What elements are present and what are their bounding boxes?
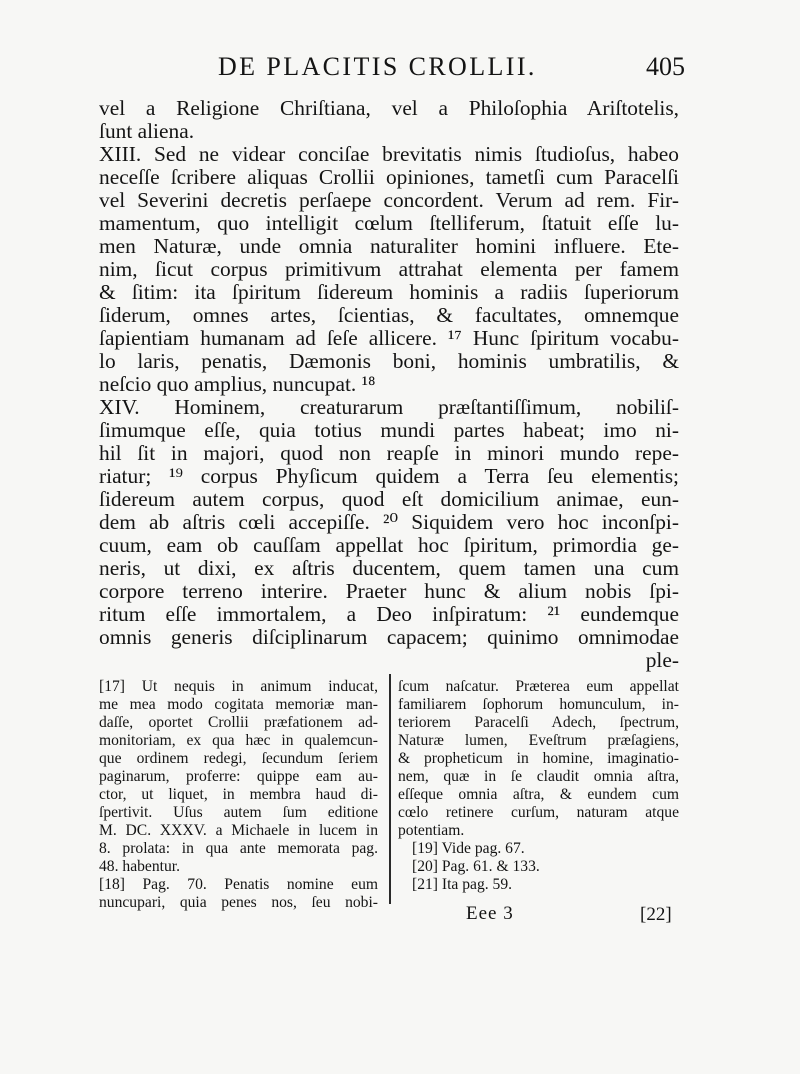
catch-line: ple- <box>645 648 679 672</box>
text-line: ſimumque eſſe, quia totius mundi partes habeat; imo ni- <box>99 418 679 442</box>
footnote-line: ctor, ut liquet, in membra haud di- <box>99 786 378 803</box>
signature-mark: Eee 3 <box>466 903 514 924</box>
footnote-line: [17] Ut nequis in animum inducat, <box>99 678 378 695</box>
text-line: neceſſe ſcribere aliquas Crollii opiniones, tametſi cum Paracelſi <box>99 165 679 189</box>
text-line: XIV. Hominem, creaturarum præſtantiſſimum, nobiliſ- <box>99 395 679 419</box>
footnote-line: M. DC. XXXV. a Michaele in lucem in <box>99 822 378 839</box>
footnote-line: [18] Pag. 70. Penatis nomine eum <box>99 876 378 893</box>
text-line: lo laris, penatis, Dæmonis boni, hominis umbratilis, & <box>99 349 679 373</box>
footnote-line: & propheticum in homine, imaginatio- <box>398 750 679 767</box>
text-line: ſapientiam humanam ad ſeſe allicere. ¹⁷ Hunc ſpiritum vocabu- <box>99 326 679 350</box>
text-line: ritum eſſe immortalem, a Deo inſpiratum: ²¹ eundemque <box>99 602 679 626</box>
text-line: vel Severini decretis perſaepe concordent. Verum ad rem. Fir- <box>99 188 679 212</box>
footnote-line: eſſeque omnia aſtra, & eundem cum <box>398 786 679 803</box>
footnote-line: paginarum, proferre: quippe eam au- <box>99 768 378 785</box>
text-line: dem ab aſtris cœli accepiſſe. ²⁰ Siquidem vero hoc inconſpi- <box>99 510 679 534</box>
footnote-line: monitoriam, ex qua hæc in qualemcun- <box>99 732 378 749</box>
footnote-line: [20] Pag. 61. & 133. <box>412 858 540 875</box>
text-line: nim, ſicut corpus primitivum attrahat elementa per famem <box>99 257 679 281</box>
footnote-line: 8. prolata: in qua ante memorata pag. <box>99 840 378 857</box>
footnote-line: ſcum naſcatur. Præterea eum appellat <box>398 678 679 695</box>
footnote-line: nuncupari, quia penes nos, ſeu nobi- <box>99 894 378 911</box>
footnote-line: teriorem Paracelſi Adech, ſpectrum, <box>398 714 679 731</box>
footnote-line: daſſe, oportet Crollii præfationem ad- <box>99 714 378 731</box>
footnote-line: potentiam. <box>398 822 465 839</box>
text-line: riatur; ¹⁹ corpus Phyſicum quidem a Terra ſeu elementis; <box>99 464 679 488</box>
footnote-line: que ordinem redegi, ſecundum ſeriem <box>99 750 378 767</box>
text-line: hil ſit in majori, quod non reapſe in minori mundo repe- <box>99 441 679 465</box>
text-line: corpore terreno interire. Praeter hunc & alium nobis ſpi- <box>99 579 679 603</box>
text-line: mamentum, quo intelligit cœlum ſtelliferum, ſtatuit eſſe lu- <box>99 211 679 235</box>
footnote-line: Naturæ lumen, Eveſtrum præſagiens, <box>398 732 679 749</box>
text-line: & ſitim: ita ſpiritum ſidereum hominis a radiis ſuperiorum <box>99 280 679 304</box>
footnote-line: 48. habentur. <box>99 858 180 875</box>
text-line: vel a Religione Chriſtiana, vel a Philoſophia Ariſtotelis, <box>99 96 679 120</box>
footnote-line: [21] Ita pag. 59. <box>412 876 513 893</box>
footnote-line: cœlo retinere curſum, naturam atque <box>398 804 679 821</box>
footnote-column-divider <box>389 674 391 904</box>
text-line: XIII. Sed ne videar conciſae brevitatis nimis ſtudioſus, habeo <box>99 142 679 166</box>
text-line: men Naturæ, unde omnia naturaliter homini influere. Ete- <box>99 234 679 258</box>
text-line: neris, ut dixi, ex aſtris ducentem, quem tamen una cum <box>99 556 679 580</box>
text-line: omnis generis diſciplinarum capacem; quinimo omnimodae <box>99 625 679 649</box>
page-number: 405 <box>646 52 685 81</box>
text-line: ſiderum, omnes artes, ſcientias, & facultates, omnemque <box>99 303 679 327</box>
text-line: ſidereum autem corpus, quod eſt domicilium animae, eun- <box>99 487 679 511</box>
footnote-line: [19] Vide pag. 67. <box>412 840 525 857</box>
running-head: DE PLACITIS CROLLII. <box>218 52 537 81</box>
footnote-line: me mea modo cogitata memoriæ man- <box>99 696 378 713</box>
footnote-line: familiarem ſophorum homunculum, in- <box>398 696 679 713</box>
footnote-line: ſpertivit. Uſus autem ſum editione <box>99 804 378 821</box>
text-line: cuum, eam ob cauſſam appellat hoc ſpiritum, primordia ge- <box>99 533 679 557</box>
text-line: neſcio quo amplius, nuncupat. ¹⁸ <box>99 372 376 396</box>
catchword-number: [22] <box>640 904 672 925</box>
text-line: ſunt aliena. <box>99 119 195 143</box>
footnote-line: nem, quæ in ſe claudit omnia aſtra, <box>398 768 679 785</box>
